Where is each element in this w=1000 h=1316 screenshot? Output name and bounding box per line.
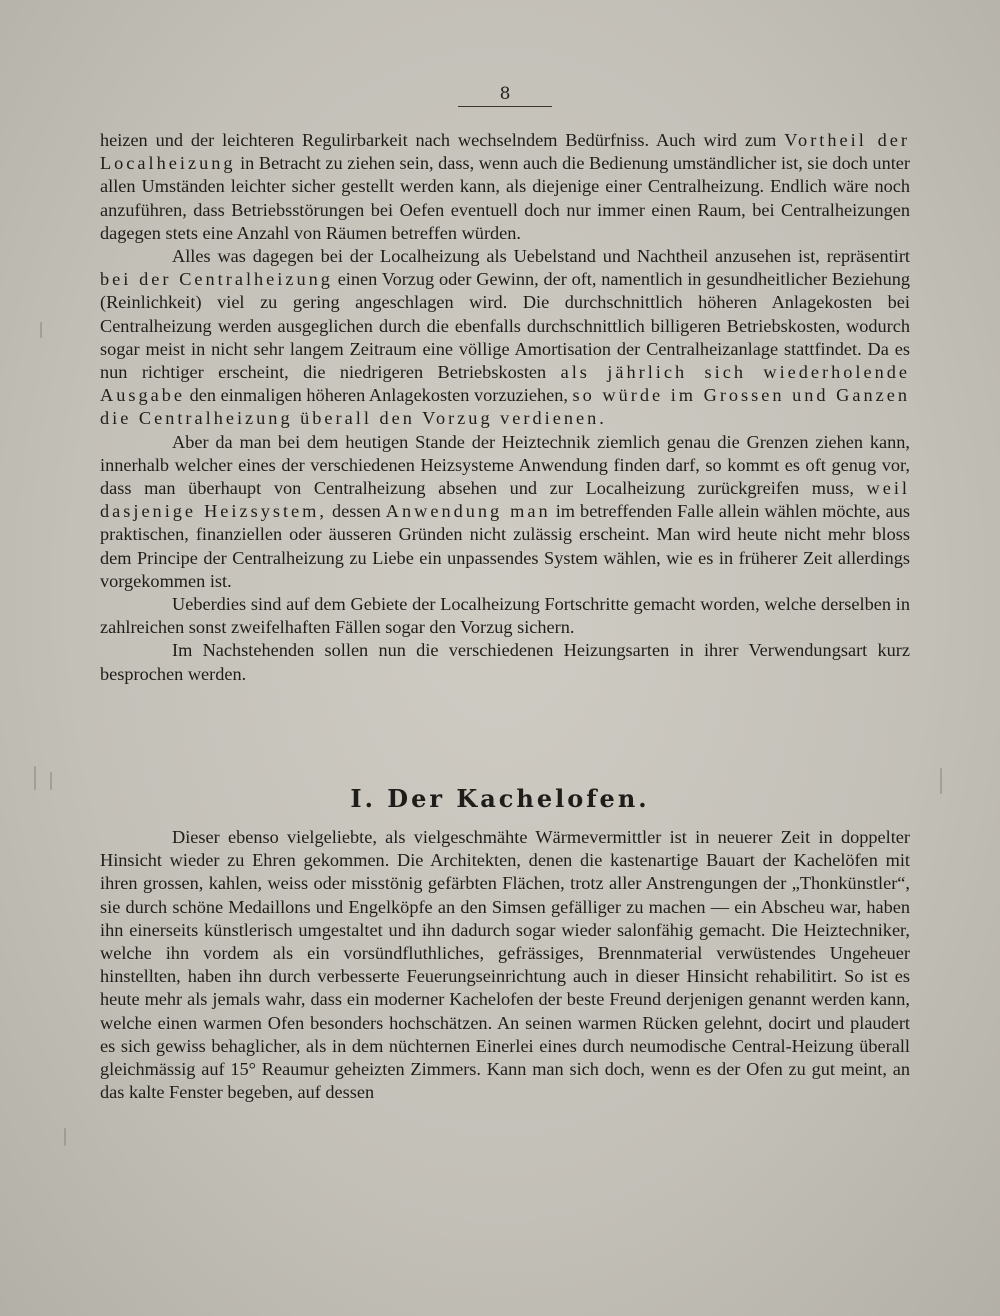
paragraph-text: heizen und der leichteren Regulirbarkeit nach wechselndem Bedürfniss. Auch wird zum [100,130,785,150]
paragraph-text: dessen [326,501,386,522]
paragraph [100,826,910,1104]
page-number-rule [458,106,552,107]
paragraph-text: Im Nachstehenden sollen nun die verschiedenen Heizungsarten in ihrer Verwendungsart kurz besprochen werden. [100,640,910,684]
emphasized-text: Anwendung man [385,501,551,522]
paragraph [100,129,910,245]
paragraph-text: Aber da man bei dem heutigen Stande der Heiztechnik ziemlich genau die Grenzen ziehen kann, innerhalb welcher eines der verschiedenen Heizsysteme Anwendung finden darf, so kommt es oft genug vor, dass man überhaupt von Centralheizung absehen und zur Localheizung zurückgreifen muss, [100,431,910,499]
paragraph-text: den einmaligen höheren Anlagekosten vorzuziehen, [184,385,573,406]
emphasized-text: als jährlich sich wiederholende Ausgabe [100,362,910,406]
paragraph [100,639,910,685]
emphasized-text: bei der Centralheizung [100,269,333,290]
page-number: 8 [499,84,511,104]
paragraph-text: in Betracht zu ziehen sein, dass, wenn auch die Bedienung umständlicher ist, sie doch unter allen Umständen leichter sicher gestellt werden kann, als diejenige einer Centralheizung. Endlich wäre noch anzuführen, dass Betriebsstörungen bei Oefen eventuell doch nur immer einen Raum, bei Centralheizungen dagegen stets eine Anzahl von Räumen betreffen würden. [100,153,910,243]
paragraph [100,431,910,593]
paragraph-text: Ueberdies sind auf dem Gebiete der Localheizung Fortschritte gemacht worden, welche derselben in zahlreichen sonst zweifelhaften Fällen sogar den Vorzug sichern. [100,594,910,638]
body-text-top [100,129,910,686]
paragraph [100,245,910,431]
emphasized-text: so würde im Grossen und Ganzen die Centralheizung überall den Vorzug verdienen. [100,385,910,429]
scan-mark [50,772,52,790]
paragraph-text: Dieser ebenso vielgeliebte, als vielgeschmähte Wärmevermittler ist in neuerer Zeit in doppelter Hinsicht wieder zu Ehren gekommen. Die Architekten, denen die kastenartige Bauart der Kachelöfen mit ihren grossen, kahlen, weiss oder misstönig gefärbten Flächen, trotz aller Anstrengungen der „Thonkünstler“, sie durch schöne Medaillons und Engelköpfe an den Simsen gefälliger zu machen — ein Abscheu war, haben ihn einerseits künstlerisch umgestaltet und ihn dadurch sogar wieder salonfähig gemacht. Die Heiztechniker, welche ihn vordem als ein vorsündfluthliches, gefrässiges, Brennmaterial verwüstendes Ungeheuer hinstellten, haben ihn durch verbesserte Feuerungseinrichtung auch in dieser Hinsicht rehabilitirt. So ist es heute mehr als jemals wahr, dass ein moderner Kachelofen der beste Freund derjenigen genannt werden kann, welche einen warmen Ofen besonders hochschätzen. An seinen warmen Rücken gelehnt, docirt und plaudert es sich gewiss behaglicher, als in dem nüchternen Einerlei eines durch neumodische Central-Heizung überall gleichmässig auf 15° Reaumur geheizten Zimmers. Kann man sich doch, wenn es der Ofen zu gut meint, an das kalte Fenster begeben, auf dessen [100,827,910,1103]
section-heading: I. Der Kachelofen. [350,784,650,813]
scan-mark [64,1128,66,1146]
body-text-bottom [100,826,910,1104]
paragraph-text: einen Vorzug oder Gewinn, der oft, namentlich in gesundheitlicher Beziehung (Reinlichkeit) viel zu gering angeschlagen wird. Die durchschnittlich höheren Anlagekosten bei Centralheizung werden ausgeglichen durch die ebenfalls durchschnittlich billigeren Betriebskosten, wodurch sogar meist in nicht sehr langem Zeitraum eine völlige Amortisation der Centralheizanlage stattfindet. Da es nun richtiger erscheint, die niedrigeren Betriebskosten [100,269,910,383]
scan-mark [34,766,36,790]
paragraph [100,593,910,639]
emphasized-text: weil dasjenige Heizsystem, [100,478,910,522]
scan-mark [940,768,942,794]
emphasized-text: Vortheil der Localheizung [100,130,910,174]
paragraph-text: Alles was dagegen bei der Localheizung als Uebelstand und Nachtheil anzusehen ist, repräsentirt [172,246,910,267]
paragraph-text: im betreffenden Falle allein wählen möchte, aus praktischen, finanziellen oder äusseren Gründen nicht zulässig erscheint. Man wird heute nicht mehr bloss dem Principe der Centralheizung zu Liebe ein unpassendes System wählen, wie es in früherer Zeit allerdings vorgekommen ist. [100,501,910,591]
scan-mark [40,322,42,338]
